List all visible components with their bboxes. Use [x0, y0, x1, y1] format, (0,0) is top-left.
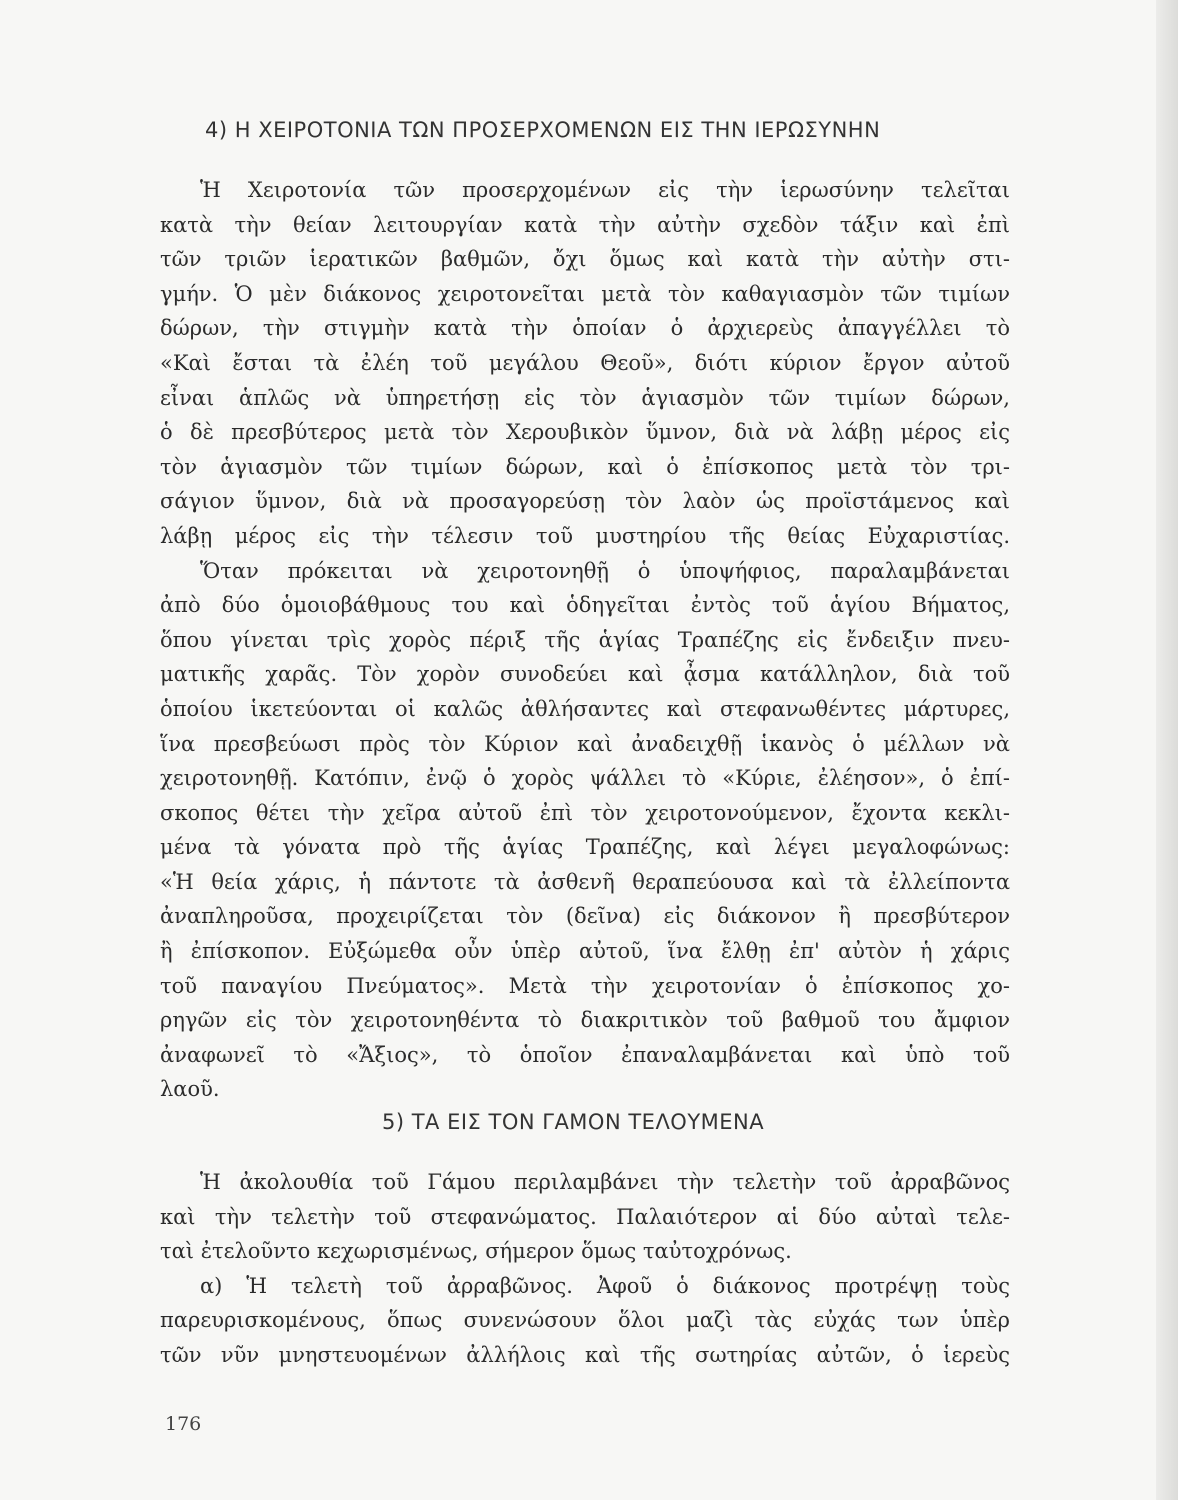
text-line: ταὶ ἐτελοῦντο κεχωρισμένως, σήμερον ὅμως ταὐτοχρόνως.: [160, 1239, 792, 1264]
text-line: τοῦ παναγίου Πνεύματος». Μετὰ τὴν χειροτονίαν ὁ ἐπίσκοπος χο-: [160, 973, 1010, 998]
text-line: ὁ δὲ πρεσβύτερος μετὰ τὸν Χερουβικὸν ὕμνον, διὰ νὰ λάβῃ μέρος εἰς: [160, 420, 1010, 445]
section-4-heading: 4) Η ΧΕΙΡΟΤΟΝΙΑ ΤΩΝ ΠΡΟΣΕΡΧΟΜΕΝΩΝ ΕΙΣ ΤΗΝ ΙΕΡΩΣΥΝΗΝ: [205, 118, 881, 142]
text-line: ἵνα πρεσβεύωσι πρὸς τὸν Κύριον καὶ ἀναδειχθῇ ἱκανὸς ὁ μέλλων νὰ: [160, 731, 1010, 756]
text-line: τὸν ἁγιασμὸν τῶν τιμίων δώρων, καὶ ὁ ἐπίσκοπος μετὰ τὸν τρι-: [160, 454, 1010, 479]
text-line: μένα τὰ γόνατα πρὸ τῆς ἁγίας Τραπέζης, καὶ λέγει μεγαλοφώνως:: [160, 835, 1010, 860]
section-5-heading: 5) ΤΑ ΕΙΣ ΤΟΝ ΓΑΜΟΝ ΤΕΛΟΥΜΕΝΑ: [382, 1110, 765, 1134]
text-line: ὁποίου ἱκετεύονται οἱ καλῶς ἀθλήσαντες καὶ στεφανωθέντες μάρτυρες,: [160, 696, 1010, 721]
text-line: σκοπος θέτει τὴν χεῖρα αὐτοῦ ἐπὶ τὸν χειροτονούμενον, ἔχοντα κεκλι-: [160, 800, 1010, 825]
text-line: «Καὶ ἔσται τὰ ἐλέη τοῦ μεγάλου Θεοῦ», διότι κύριον ἔργον αὐτοῦ: [160, 350, 1010, 375]
text-line: α) Ἡ τελετὴ τοῦ ἀρραβῶνος. Ἀφοῦ ὁ διάκονος προτρέψῃ τοὺς: [200, 1273, 1010, 1298]
text-line: γμήν. Ὁ μὲν διάκονος χειροτονεῖται μετὰ τὸν καθαγιασμὸν τῶν τιμίων: [160, 281, 1010, 306]
text-line: τῶν τριῶν ἱερατικῶν βαθμῶν, ὄχι ὅμως καὶ κατὰ τὴν αὐτὴν στι-: [160, 247, 1010, 272]
text-line: ἀναφωνεῖ τὸ «Ἄξιος», τὸ ὁποῖον ἐπαναλαμβάνεται καὶ ὑπὸ τοῦ: [160, 1042, 1010, 1067]
text-line: ρηγῶν εἰς τὸν χειροτονηθέντα τὸ διακριτικὸν τοῦ βαθμοῦ του ἄμφιον: [160, 1008, 1010, 1033]
text-line: παρευρισκομένους, ὅπως συνενώσουν ὅλοι μαζὶ τὰς εὐχάς των ὑπὲρ: [160, 1308, 1010, 1333]
text-line: Ἡ Χειροτονία τῶν προσερχομένων εἰς τὴν ἱερωσύνην τελεῖται: [200, 178, 1010, 202]
text-line: ματικῆς χαρᾶς. Τὸν χορὸν συνοδεύει καὶ ᾆσμα κατάλληλον, διὰ τοῦ: [160, 662, 1010, 687]
text-line: λαοῦ.: [160, 1077, 220, 1102]
text-line: δώρων, τὴν στιγμὴν κατὰ τὴν ὁποίαν ὁ ἀρχιερεὺς ἀπαγγέλλει τὸ: [160, 316, 1010, 341]
text-line: ἀναπληροῦσα, προχειρίζεται τὸν (δεῖνα) εἰς διάκονον ἢ πρεσβύτερον: [160, 904, 1010, 929]
text-line: Ὅταν πρόκειται νὰ χειροτονηθῇ ὁ ὑποψήφιος, παραλαμβάνεται: [200, 558, 1010, 583]
text-line: σάγιον ὕμνον, διὰ νὰ προσαγορεύσῃ τὸν λαὸν ὡς προϊστάμενος καὶ: [160, 489, 1010, 514]
text-line: καὶ τὴν τελετὴν τοῦ στεφανώματος. Παλαιότερον αἱ δύο αὐταὶ τελε-: [160, 1204, 1010, 1229]
text-line: εἶναι ἁπλῶς νὰ ὑπηρετήσῃ εἰς τὸν ἁγιασμὸν τῶν τιμίων δώρων,: [160, 385, 1010, 410]
page-number: 176: [165, 1413, 202, 1435]
page-edge-shadow: [1156, 0, 1178, 1500]
text-line: ἢ ἐπίσκοπον. Εὐξώμεθα οὖν ὑπὲρ αὐτοῦ, ἵνα ἔλθῃ ἐπ' αὐτὸν ἡ χάρις: [160, 939, 1010, 964]
text-line: «Ἡ θεία χάρις, ἡ πάντοτε τὰ ἀσθενῆ θεραπεύουσα καὶ τὰ ἐλλείποντα: [160, 869, 1010, 894]
text-line: λάβῃ μέρος εἰς τὴν τέλεσιν τοῦ μυστηρίου τῆς θείας Εὐχαριστίας.: [160, 523, 1010, 548]
text-line: ἀπὸ δύο ὁμοιοβάθμους του καὶ ὁδηγεῖται ἐντὸς τοῦ ἁγίου Βήματος,: [160, 593, 1010, 618]
text-line: χειροτονηθῇ. Κατόπιν, ἐνῷ ὁ χορὸς ψάλλει τὸ «Κύριε, ἐλέησον», ὁ ἐπί-: [160, 766, 1010, 791]
text-line: Ἡ ἀκολουθία τοῦ Γάμου περιλαμβάνει τὴν τελετὴν τοῦ ἀρραβῶνος: [200, 1170, 1010, 1194]
section-4-text: [160, 173, 1010, 1107]
text-line: τῶν νῦν μνηστευομένων ἀλλήλοις καὶ τῆς σωτηρίας αὐτῶν, ὁ ἱερεὺς: [160, 1342, 1010, 1367]
text-line: ὅπου γίνεται τρὶς χορὸς πέριξ τῆς ἁγίας Τραπέζης εἰς ἔνδειξιν πνευ-: [160, 627, 1010, 652]
text-line: κατὰ τὴν θείαν λειτουργίαν κατὰ τὴν αὐτὴν σχεδὸν τάξιν καὶ ἐπὶ: [160, 212, 1010, 237]
section-5-text: [160, 1165, 1010, 1373]
